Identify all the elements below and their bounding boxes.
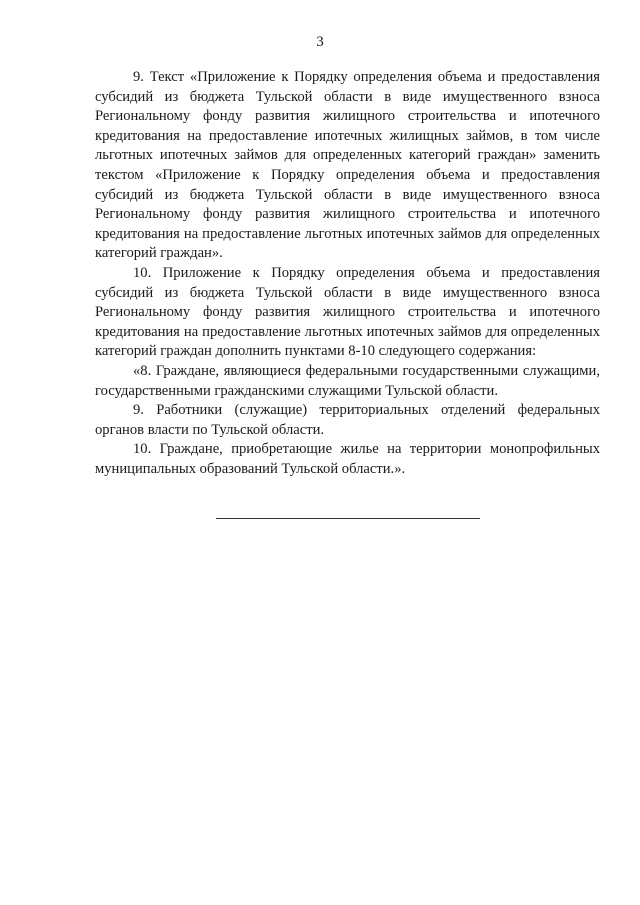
paragraph-item-9: 9. Текст «Приложение к Порядку определения объема и предоставления субсидий из бюджета Тульской области в виде имущественного взноса Региональному фонду развития жилищного строительства и ипотечного кредитования на предоставление ипотечных жилищных займов, в том числе льготных ипотечных займов для определенных категорий граждан» заменить текстом «Приложение к Порядку определения объема и предоставления субсидий из бюджета Тульской области в виде имущественного взноса Региональному фонду развития жилищного строительства и ипотечного кредитования на предоставление льготных ипотечных займов для определенных категорий граждан». <box>95 69 600 262</box>
paragraph-subitem-9: 9. Работники (служащие) территориальных отделений федеральных органов власти по Тульской области. <box>95 402 600 438</box>
end-divider-line <box>216 518 480 519</box>
paragraph-subitem-10: 10. Граждане, приобретающие жилье на территории монопрофильных муниципальных образований Тульской области.». <box>95 441 600 477</box>
paragraph-item-10: 10. Приложение к Порядку определения объема и предоставления субсидий из бюджета Тульской области в виде имущественного взноса Региональному фонду развития жилищного строительства и ипотечного кредитования на предоставление льготных ипотечных займов для определенных категорий граждан дополнить пунктами 8-10 следующего содержания: <box>95 264 600 360</box>
page-number: 3 <box>316 34 324 50</box>
paragraph-subitem-8: «8. Граждане, являющиеся федеральными государственными служащими, государственными гражданскими служащими Тульской области. <box>95 362 600 399</box>
document-body <box>95 68 600 479</box>
